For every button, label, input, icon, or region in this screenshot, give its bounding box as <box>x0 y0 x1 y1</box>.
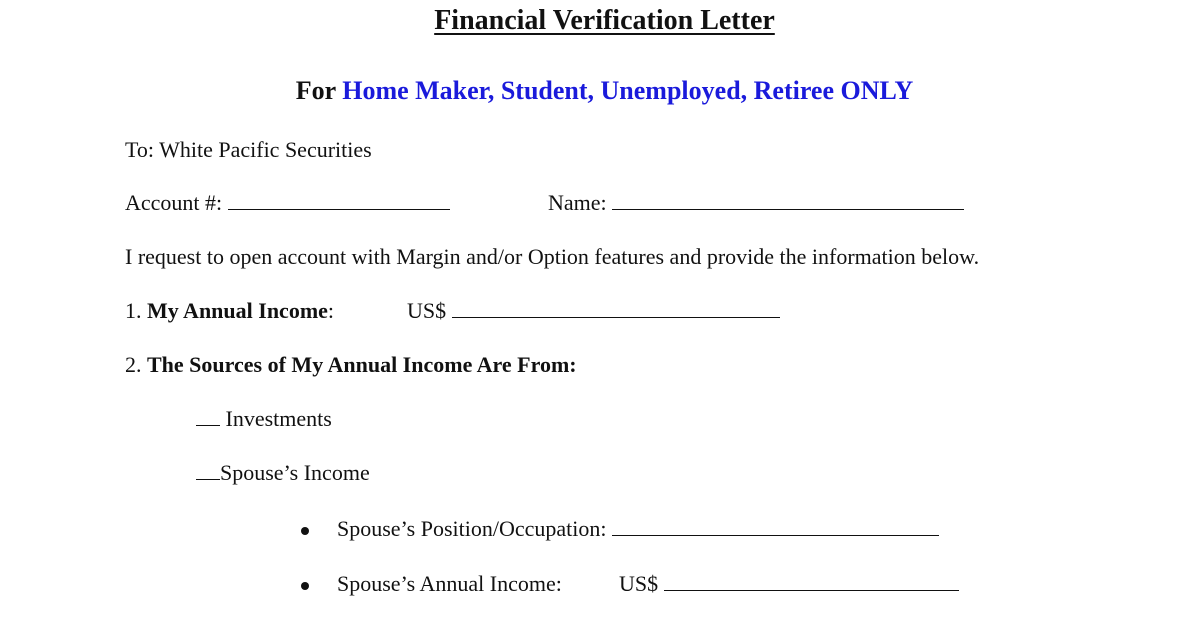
source-spouse-option <box>196 460 370 486</box>
annual-income-colon: : <box>327 298 335 323</box>
annual-income-label: My Annual Income <box>147 298 328 323</box>
income-sources-heading <box>125 352 577 378</box>
account-label: Account #: <box>125 190 223 215</box>
request-statement: I request to open account with Margin and/or Option features and provide the information below. <box>125 244 980 269</box>
document-subtitle <box>0 78 1200 104</box>
bullet-icon <box>301 582 309 590</box>
recipient-line: To: White Pacific Securities <box>125 137 372 162</box>
spouse-income-blank[interactable] <box>664 573 959 591</box>
source-investments-option <box>196 406 332 432</box>
spouse-income-currency: US$ <box>619 571 659 596</box>
document-title: Financial Verification Letter <box>434 5 775 36</box>
income-sources-label: The Sources of My Annual Income Are From: <box>147 352 577 377</box>
spouse-position-label: Spouse’s Position/Occupation: <box>337 516 607 541</box>
investments-check-blank[interactable] <box>196 408 220 426</box>
annual-income-currency: US$ <box>407 298 447 323</box>
account-number-blank[interactable] <box>228 192 450 210</box>
subtitle-prefix: For <box>295 76 343 105</box>
investments-label: Investments <box>225 406 332 431</box>
spouse-income-field <box>619 571 959 597</box>
annual-income-blank[interactable] <box>452 300 780 318</box>
annual-income-field <box>407 298 780 324</box>
spouse-income-label: Spouse’s Income <box>220 460 370 485</box>
name-field <box>548 190 964 216</box>
item1-number: 1. <box>125 298 142 323</box>
spouse-income-field-label: Spouse’s Annual Income: <box>337 571 562 596</box>
spouse-income-check-blank[interactable] <box>196 462 220 480</box>
spouse-position-field <box>337 516 939 542</box>
account-field <box>125 190 450 216</box>
bullet-icon <box>301 527 309 535</box>
spouse-position-blank[interactable] <box>612 518 939 536</box>
annual-income-item <box>125 298 334 324</box>
subtitle-eligibility: Home Maker, Student, Unemployed, Retiree ONLY <box>342 76 914 105</box>
name-blank[interactable] <box>612 192 964 210</box>
name-label: Name: <box>548 190 607 215</box>
item2-number: 2. <box>125 352 142 377</box>
